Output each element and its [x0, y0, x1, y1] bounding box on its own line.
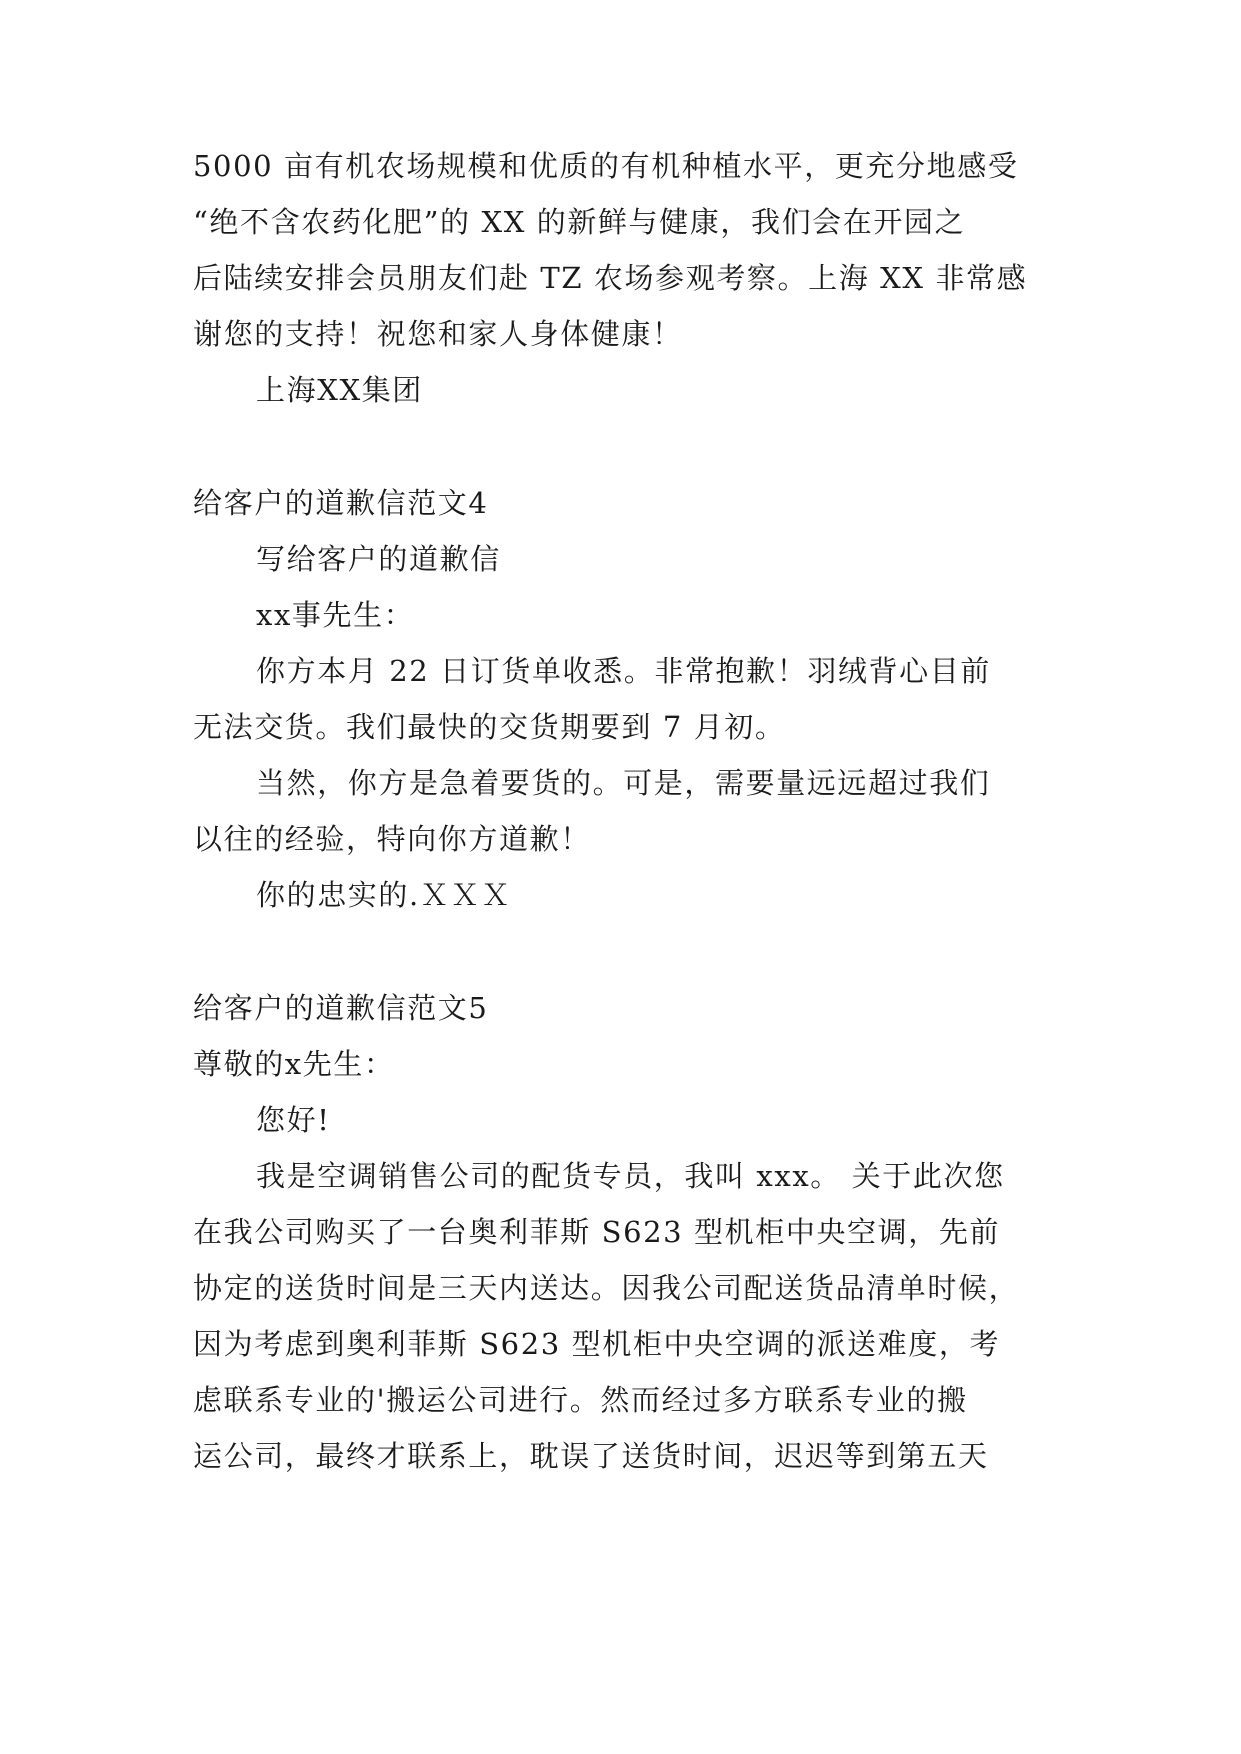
- letter-title: 写给客户的道歉信: [256, 542, 501, 576]
- paragraph-line: 协定的送货时间是三天内送达。因我公司配送货品清单时候，: [193, 1271, 1020, 1305]
- paragraph-line: 以往的经验，特向你方道歉！: [193, 822, 591, 856]
- paragraph-line: 你方本月 22 日订货单收悉。非常抱歉！羽绒背心目前: [256, 654, 991, 688]
- salutation: xx事先生：: [256, 598, 415, 632]
- closing: 你的忠实的.ＸＸＸ: [256, 878, 512, 912]
- paragraph-line: 后陆续安排会员朋友们赴 TZ 农场参观考察。上海 XX 非常感: [193, 261, 1028, 295]
- paragraph-line: 无法交货。我们最快的交货期要到 7 月初。: [193, 710, 786, 744]
- section-heading: 给客户的道歉信范文4: [193, 486, 489, 520]
- greeting: 您好!: [256, 1103, 331, 1137]
- paragraph-line: 运公司，最终才联系上，耽误了送货时间，迟迟等到第五天: [193, 1439, 989, 1473]
- paragraph-line: 谢您的支持！祝您和家人身体健康！: [193, 317, 683, 351]
- paragraph-line: 当然，你方是急着要货的。可是，需要量远远超过我们: [256, 766, 991, 800]
- paragraph-line: 我是空调销售公司的配货专员，我叫 xxx。 关于此次您: [256, 1159, 1005, 1193]
- signature: 上海XX集团: [256, 373, 423, 407]
- section-heading: 给客户的道歉信范文5: [193, 991, 489, 1025]
- paragraph-line: “绝不含农药化肥”的 XX 的新鲜与健康，我们会在开园之: [193, 205, 966, 239]
- paragraph-line: 5000 亩有机农场规模和优质的有机种植水平，更充分地感受: [193, 149, 1019, 183]
- paragraph-line: 虑联系专业的'搬运公司进行。然而经过多方联系专业的搬: [193, 1383, 968, 1417]
- paragraph-line: 在我公司购买了一台奥利菲斯 S623 型机柜中央空调，先前: [193, 1215, 1001, 1249]
- salutation: 尊敬的x先生：: [193, 1047, 395, 1081]
- paragraph-line: 因为考虑到奥利菲斯 S623 型机柜中央空调的派送难度，考: [193, 1327, 1001, 1361]
